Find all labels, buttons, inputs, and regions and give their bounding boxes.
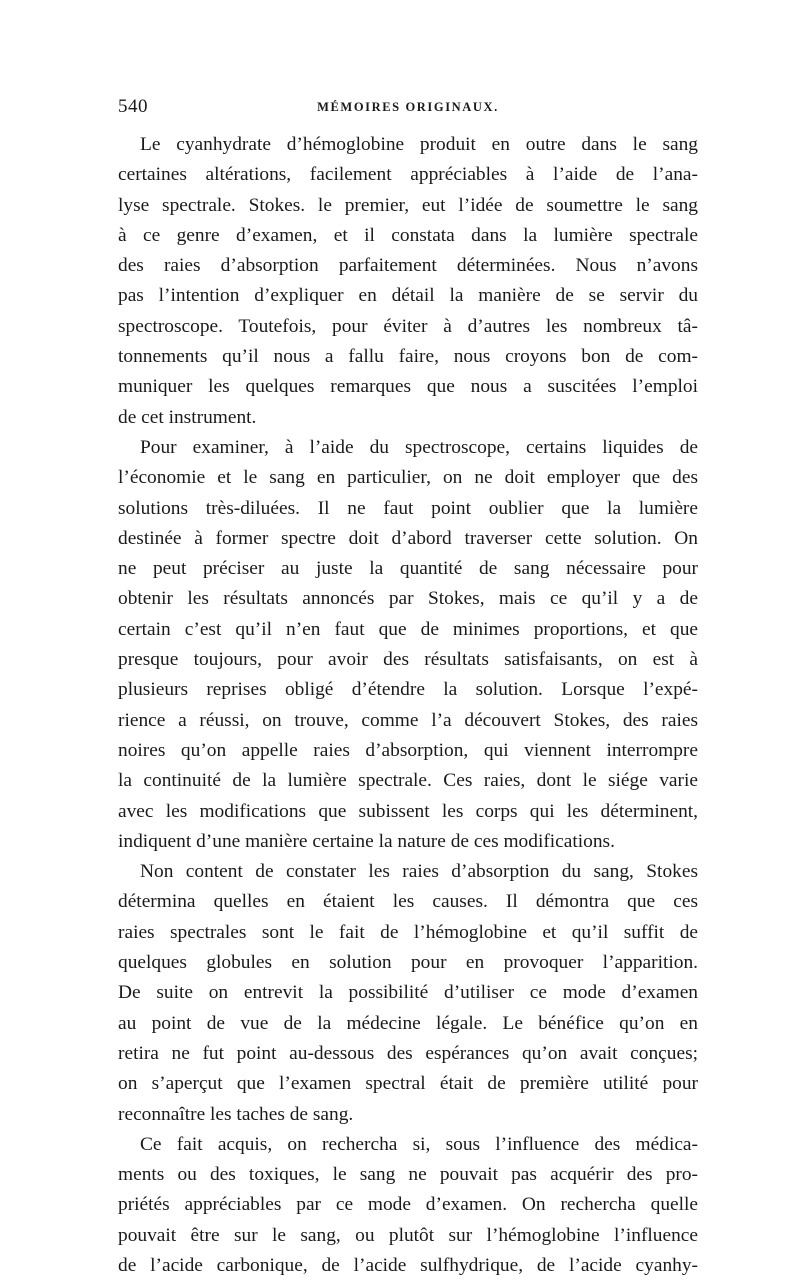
text-line: pas l’intention d’expliquer en détail la manière de se servir du — [118, 285, 698, 307]
page-header — [118, 92, 698, 122]
text-line: Ce fait acquis, on rechercha si, sous l’influence des médica- — [140, 1133, 698, 1155]
text-line: destinée à former spectre doit d’abord traverser cette solution. On — [118, 527, 698, 549]
text-line: la continuité de la lumière spectrale. Ces raies, dont le siége varie — [118, 770, 698, 792]
text-line: priétés appréciables par ce mode d’examen. On rechercha quelle — [118, 1194, 698, 1216]
text-line: reconnaître les taches de sang. — [118, 1103, 354, 1125]
text-line: ments ou des toxiques, le sang ne pouvait pas acquérir des pro- — [118, 1164, 698, 1186]
text-line: indiquent d’une manière certaine la nature de ces modifications. — [118, 830, 615, 852]
paragraph-3 — [118, 857, 698, 1130]
body-text — [118, 130, 698, 1281]
text-line: à ce genre d’examen, et il constata dans la lumière spectrale — [118, 224, 698, 246]
text-line: de l’acide carbonique, de l’acide sulfhydrique, de l’acide cyanhy- — [118, 1254, 698, 1276]
text-line: solutions très-diluées. Il ne faut point oublier que la lumière — [118, 497, 698, 519]
text-line: Non content de constater les raies d’absorption du sang, Stokes — [140, 861, 698, 883]
text-line: de cet instrument. — [118, 406, 257, 428]
text-line: De suite on entrevit la possibilité d’utiliser ce mode d’examen — [118, 982, 698, 1004]
text-line: plusieurs reprises obligé d’étendre la solution. Lorsque l’expé- — [118, 679, 698, 701]
text-line: quelques globules en solution pour en provoquer l’apparition. — [118, 952, 698, 974]
text-line: rience a réussi, on trouve, comme l’a découvert Stokes, des raies — [118, 709, 698, 731]
text-line: l’économie et le sang en particulier, on ne doit employer que des — [118, 467, 698, 489]
text-line: noires qu’on appelle raies d’absorption, qui viennent interrompre — [118, 739, 698, 761]
paragraph-4 — [118, 1130, 698, 1281]
text-line: spectroscope. Toutefois, pour éviter à d’autres les nombreux tâ- — [118, 315, 698, 337]
text-line: ne peut préciser au juste la quantité de sang nécessaire pour — [118, 558, 698, 580]
text-line: Le cyanhydrate d’hémoglobine produit en outre dans le sang — [140, 134, 698, 155]
text-line: pouvait être sur le sang, ou plutôt sur l’hémoglobine l’influence — [118, 1224, 698, 1246]
paragraph-2 — [118, 433, 698, 857]
text-line: des raies d’absorption parfaitement déterminées. Nous n’avons — [118, 255, 698, 277]
text-line: détermina quelles en étaient les causes. Il démontra que ces — [118, 891, 698, 913]
text-line: tonnements qu’il nous a fallu faire, nous croyons bon de com- — [118, 346, 698, 368]
text-line: Pour examiner, à l’aide du spectroscope, certains liquides de — [140, 436, 698, 458]
text-line: certain c’est qu’il n’en faut que de minimes proportions, et que — [118, 618, 698, 640]
paragraph-1 — [118, 130, 698, 433]
text-line: retira ne fut point au-dessous des espérances qu’on avait conçues; — [118, 1042, 698, 1064]
page-number: 540 — [118, 96, 148, 117]
text-line: lyse spectrale. Stokes. le premier, eut l’idée de soumettre le sang — [118, 194, 698, 216]
text-line: certaines altérations, facilement appréciables à l’aide de l’ana- — [118, 164, 698, 186]
text-line: obtenir les résultats annoncés par Stokes, mais ce qu’il y a de — [118, 588, 698, 610]
text-line: avec les modifications que subissent les corps qui les déterminent, — [118, 800, 698, 822]
text-line: raies spectrales sont le fait de l’hémoglobine et qu’il suffit de — [118, 921, 698, 943]
running-title: MÉMOIRES ORIGINAUX. — [317, 100, 499, 114]
text-line: presque toujours, pour avoir des résultats satisfaisants, on est à — [118, 649, 698, 671]
text-line: muniquer les quelques remarques que nous a suscitées l’emploi — [118, 376, 698, 398]
text-line: au point de vue de la médecine légale. Le bénéfice qu’on en — [118, 1012, 698, 1034]
text-line: on s’aperçut que l’examen spectral était de première utilité pour — [118, 1073, 698, 1095]
book-page — [118, 92, 698, 1281]
